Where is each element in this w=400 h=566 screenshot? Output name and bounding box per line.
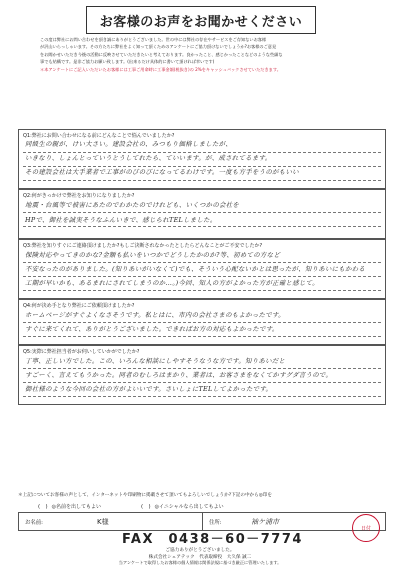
- question-text: Q5:実際に弊社担当者がお伺いしていかがでしたか?: [23, 349, 140, 355]
- handwritten-answer: その建設会社は大手業者で工事がのびのびになってるわけです。一度も方手をうのがもいい: [25, 168, 299, 176]
- page-title: お客様のお声をお聞かせください: [86, 6, 316, 34]
- handwritten-answer: 工期が早いかも、あるまれにされてしまうのか…。)今回、知人の方がよかった方が正確と感じて。: [25, 279, 319, 287]
- answer-line: [23, 336, 381, 337]
- answer-line: [23, 396, 381, 397]
- question-box-q4: [18, 299, 386, 345]
- answer-line: [23, 212, 381, 213]
- question-box-q5: [18, 345, 386, 405]
- handwritten-answer: 御社様のような今回の会社の方がよいいです。さいしょにTELしてよかったです。: [25, 385, 273, 393]
- answer-line: [23, 368, 381, 369]
- address-value[interactable]: 袖ケ浦市: [251, 517, 279, 526]
- privacy-note: 当アンケートで取得したお客様の個人情報は関係法規に基づき厳正に管理いたします。: [118, 560, 282, 565]
- answer-line: [23, 382, 381, 383]
- checkbox-paren: ( ): [140, 504, 151, 510]
- option-name-ok[interactable]: [38, 502, 101, 510]
- handwritten-answer: 丁寧、正しい方でした。この、いろんな相談にしやすそうなうな方です。知りあいだと: [25, 357, 286, 365]
- handwritten-answer: ホームページがすぐよくなさそうです。私とはに、市内の会社さまのもよかったです。: [25, 311, 285, 319]
- address-label: 住所:: [209, 519, 222, 526]
- consent-options: [38, 502, 224, 510]
- fax-number: FAX 0438－60－7774: [122, 532, 303, 547]
- answer-line: [23, 226, 381, 227]
- handwritten-answer: すぐに来てくれて、ありがとうございました。できればお方の対応もよかったです。: [25, 325, 279, 333]
- question-text: Q2:何がきっかけで弊社をお知りになりましたか?: [23, 193, 135, 199]
- option-label: ◎イニシャルなら出してもよい: [154, 503, 224, 510]
- handwritten-answer: いきなり、しょんとっていうとうしてれたら、ていいます。が、成されてるます。: [25, 154, 272, 162]
- option-initial-ok[interactable]: [141, 502, 224, 510]
- question-text: Q3:弊社を知りすぐにご連絡頂けましたか?もしご決断されなかったとしたらどんなことがご不安でしたか?: [23, 243, 263, 249]
- handwritten-answer: 保険対応やってきのかな?金額も払いをいつかでどうしたかのか?等、初めての方など: [25, 251, 281, 259]
- option-label: ◎名前を出してもよい: [51, 503, 101, 510]
- intro-line: この度は弊社にお問い合わせを頂き誠にありがとうございました。世の中には弊社の存在やサービスをご存知ないお客様: [40, 37, 267, 42]
- answer-line: [23, 322, 381, 323]
- handwritten-answer: 不安なったのがありました。(知りあいがいなくて)でも、そういう心配ないかとは思ったが、知りあいにもかわる: [25, 265, 366, 273]
- seal-stamp: 日付: [352, 514, 380, 542]
- cashback-note: ＊本アンケートにご記入いただいたお客様には工事ご用命時に工事金額(税抜き)の 2%をキャッシュバックさせていただきます。: [40, 66, 281, 72]
- question-text: Q4:何が決め手となり弊社にご依頼頂けましたか?: [23, 303, 135, 309]
- answer-line: [23, 180, 381, 181]
- intro-line: 事でも結構です。是非ご協力お願い致します。(出来るだけ具体的に書いて頂ければ幸いです): [40, 59, 215, 65]
- intro-line: をお聞かせいただき今後の活動に反映させていただきたいと考えております。良かったこと、感じかったことなどのような些細な: [40, 51, 283, 57]
- question-box-q2: [18, 189, 386, 239]
- intro-line: が沢山いらっしゃいます。その方たちに弊社をよく知って頂くためのアンケートにご協力頂けないでしょうか?お客様のご意見: [40, 44, 277, 50]
- answer-line: [23, 262, 381, 263]
- question-box-q1: [18, 129, 386, 189]
- consent-question: ＊上記についてお客様の声として、インターネットや印刷物に掲載させて頂いてもよろしいでしょうか?下記の中から◎印を: [18, 493, 272, 498]
- handwritten-answer: 同級生の親が、けい大さい。建設会社の、みつもり価格しましたが、: [25, 140, 233, 148]
- answer-line: [23, 290, 381, 291]
- name-value[interactable]: K様: [97, 517, 109, 526]
- name-label: お名前:: [25, 519, 43, 526]
- handwritten-answer: HPで、御社を誠実そうなふんいきで、感じられTELしました。: [25, 216, 217, 224]
- intro-text: [40, 36, 378, 73]
- company-line: 株式会社シェアテック 代表取締役 大久保 誠二: [148, 555, 252, 560]
- question-text: Q1:弊社にお問い合わせになる前にどんなことで悩んでいましたか?: [23, 133, 175, 139]
- answer-line: [23, 276, 381, 277]
- handwritten-answer: 地震・台風等で被害にあたのでわかたのでけれども、いくつかの会社を: [25, 201, 240, 209]
- checkbox-paren: ( ): [38, 504, 48, 510]
- question-box-q3: [18, 239, 386, 299]
- handwritten-answer: すごーく、言えてもうかった。同者のむしろはまかり、業者は、お客さまをなくてかすグダ言うので。: [25, 371, 333, 379]
- thanks-text: ご協力ありがとうございました。: [165, 548, 235, 553]
